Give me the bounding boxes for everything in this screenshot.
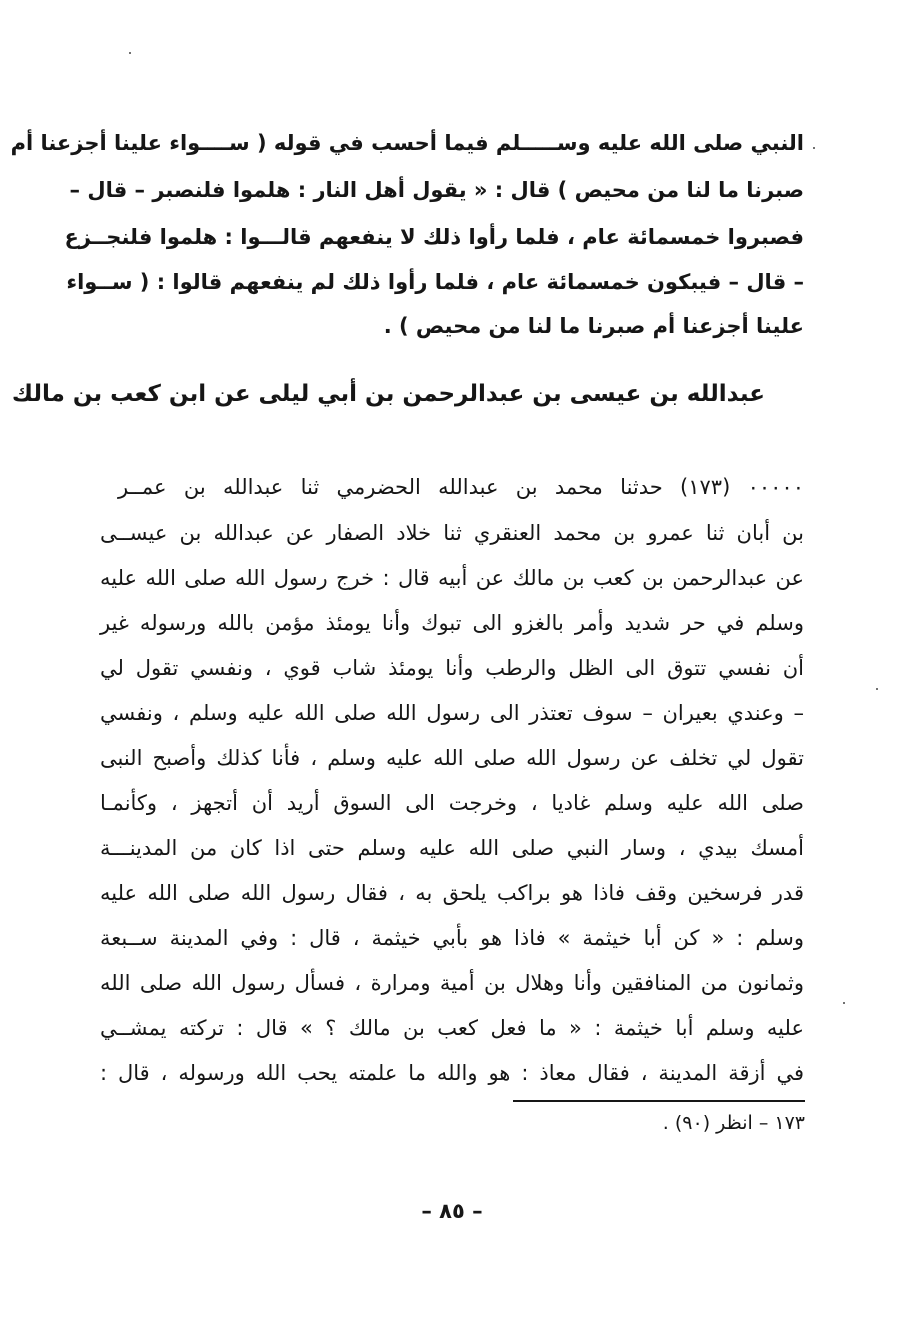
scan-speck — [876, 688, 878, 690]
hadith-line-6: – وعندي بعيران – سوف تعتذر الى رسول الله صلى الله عليه وسلم ، ونفسي — [100, 701, 804, 725]
hadith-line-10: قدر فرسخين وقف فاذا هو براكب يلحق به ، فقال رسول الله صلى الله عليه — [100, 881, 804, 905]
hadith-line-4: وسلم في حر شديد وأمر بالغزو الى تبوك وأنا يومئذ مؤمن بالله ورسوله غير — [100, 611, 804, 635]
top-line-4: – قال – فيبكون خمسمائة عام ، فلما رأوا ذلك لم ينفعهم قالوا : ( ســواء — [66, 270, 804, 294]
hadith-line-14: في أزقة المدينة ، فقال معاذ : هو والله ما علمته يحب الله ورسوله ، قال : — [100, 1061, 804, 1085]
top-line-1: النبي صلى الله عليه وســـــلم فيما أحسب في قوله ( ســــواء علينا أجزعنا أم — [10, 131, 804, 155]
page-number: – ٨٥ – — [421, 1199, 483, 1223]
hadith-line-11: وسلم : « كن أبا خيثمة » فاذا هو بأبي خيثمة ، قال : وفي المدينة ســبعة — [100, 926, 804, 950]
footnote-rule — [513, 1100, 805, 1102]
hadith-line-1: ٠٠٠٠٠ (١٧٣) حدثنا محمد بن عبدالله الحضرمي ثنا عبدالله بن عمــر — [118, 475, 804, 499]
scan-speck — [813, 147, 815, 149]
scan-speck — [129, 52, 131, 54]
footnote: ١٧٣ – انظر (٩٠) . — [662, 1112, 805, 1134]
hadith-line-8: صلى الله عليه وسلم غاديا ، وخرجت الى السوق أريد أن أتجهز ، وكأنمـا — [100, 791, 804, 815]
section-heading: عبدالله بن عيسى بن عبدالرحمن بن أبي ليلى عن ابن كعب بن مالك — [11, 381, 765, 407]
hadith-line-3: عن عبدالرحمن بن كعب بن مالك عن أبيه قال : خرج رسول الله صلى الله عليه — [100, 566, 804, 590]
top-line-5: علينا أجزعنا أم صبرنا ما لنا من محيص ) . — [383, 314, 804, 338]
hadith-line-5: أن نفسي تتوق الى الظل والرطب وأنا يومئذ شاب قوي ، ونفسي تقول لي — [100, 656, 804, 680]
hadith-line-13: عليه وسلم أبا خيثمة : « ما فعل كعب بن مالك ؟ » قال : تركته يمشــي — [100, 1016, 804, 1040]
hadith-line-7: تقول لي تخلف عن رسول الله صلى الله عليه وسلم ، فأنا كذلك وأصبح النبى — [100, 746, 804, 770]
hadith-line-2: بن أبان ثنا عمرو بن محمد العنقري ثنا خلاد الصفار عن عبدالله بن عيســى — [100, 521, 804, 545]
scan-speck — [843, 1002, 845, 1004]
top-line-3: فصبروا خمسمائة عام ، فلما رأوا ذلك لا ينفعهم قالـــوا : هلموا فلنجــزع — [64, 225, 804, 249]
hadith-line-12: وثمانون من المنافقين وأنا وهلال بن أمية ومرارة ، فسأل رسول الله صلى الله — [100, 971, 804, 995]
hadith-line-9: أمسك بيدي ، وسار النبي صلى الله عليه وسلم حتى اذا كان من المدينـــة — [100, 836, 804, 860]
top-line-2: صبرنا ما لنا من محيص ) قال : « يقول أهل النار : هلموا فلنصبر – قال – — [69, 178, 804, 202]
